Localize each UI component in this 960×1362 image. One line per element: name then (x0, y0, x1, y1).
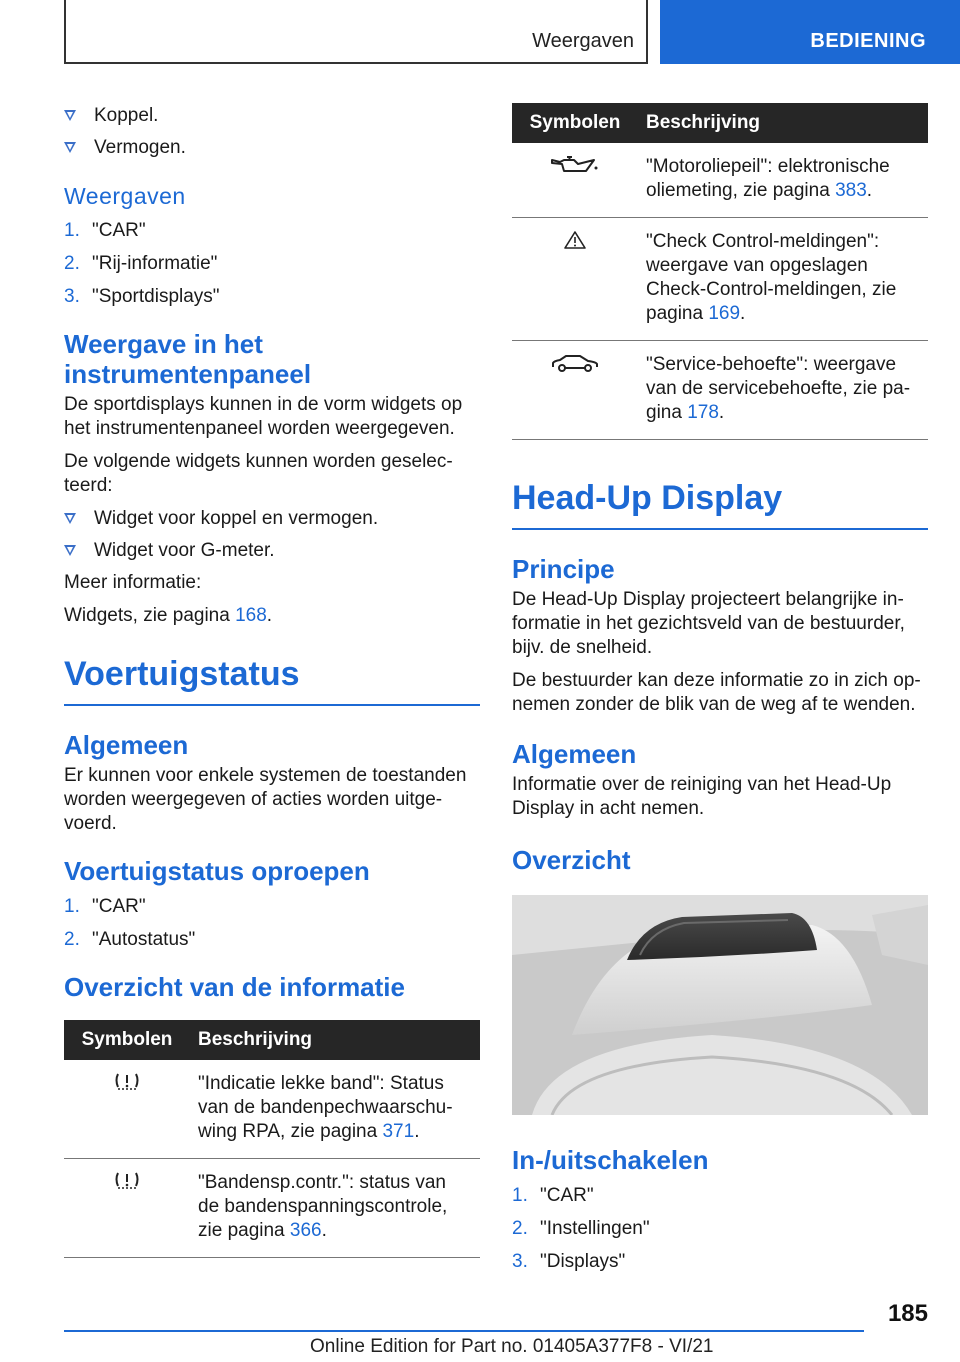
principle-text-1: De Head-Up Display projecteert belangrijke in-formatie in het gezichtsveld van de bestuurder, bijv. de snelheid. (512, 589, 905, 658)
symbol-table (512, 103, 928, 440)
column-header: Symbolen (64, 1020, 190, 1060)
list-item: Widget voor koppel en vermogen. (64, 507, 480, 531)
page-link[interactable]: 371 (382, 1121, 415, 1142)
page-number: 185 (887, 1300, 928, 1327)
list-item: 3 . "Sportdisplays" (64, 285, 480, 309)
list-item: Vermogen. (64, 136, 480, 160)
symbol-table (64, 1020, 480, 1258)
triangle-bullet-icon (64, 110, 76, 121)
head-up-display-photo (512, 895, 928, 1115)
instrument-panel-text: De sportdisplays kunnen in de vorm widgets op het instrumentenpaneel worden weergegeven. (64, 394, 463, 439)
footer-divider (64, 1330, 864, 1332)
widgets-intro-text: De volgende widgets kunnen worden geselec-teerd: (64, 451, 453, 496)
section-header-label: Weergaven (532, 30, 634, 52)
tire-pressure-warning-icon (114, 1072, 140, 1092)
table-header-row (64, 1020, 480, 1060)
oil-can-icon (550, 155, 600, 175)
service-car-icon (550, 353, 600, 373)
page-link[interactable]: 366 (289, 1220, 322, 1241)
triangle-bullet-icon (64, 142, 76, 153)
table-header-row (512, 103, 928, 143)
warning-triangle-icon (563, 230, 587, 250)
list-item: 2 . "Rij-informatie" (64, 252, 480, 276)
page-link[interactable]: 383 (835, 180, 867, 201)
triangle-bullet-icon (64, 513, 76, 524)
list-item: 2 . "Autostatus" (64, 928, 480, 952)
general-heading: Algemeen (512, 739, 637, 769)
list-item: 1 . "CAR" (64, 895, 480, 919)
head-up-display-illustration (512, 895, 928, 1115)
chapter-header-label: BEDIENING (810, 30, 926, 52)
edition-footer: Online Edition for Part no. 01405A377F8 - VI/21 (310, 1336, 714, 1357)
list-item: 3 . "Displays" (512, 1250, 928, 1274)
weergaven-heading: Weergaven (64, 183, 186, 209)
instrument-panel-heading: Weergave in het instrumentenpaneel (64, 329, 312, 389)
column-header: Beschrijving (190, 1020, 480, 1060)
list-item: 1 . "CAR" (64, 219, 480, 243)
principle-heading: Principe (512, 554, 615, 584)
list-item: 1 . "CAR" (512, 1184, 928, 1208)
widgets-reference: Widgets, zie pagina 168. (64, 605, 273, 626)
chapter-header-tab (660, 0, 960, 64)
vehicle-status-heading: Voertuigstatus (64, 654, 480, 706)
principle-text-2: De bestuurder kan deze informatie zo in zich op-nemen zonder de blik van de weg af te wenden. (512, 670, 921, 715)
page-link[interactable]: 178 (687, 402, 719, 423)
column-header: Symbolen (512, 103, 638, 143)
overview-heading: Overzicht (512, 845, 631, 875)
toggle-heading: In-/uitschakelen (512, 1145, 709, 1175)
table-row: "Check Control-meldingen": weergave van opgeslagen Check-Control-meldingen, zie pagina 169. (512, 218, 928, 341)
triangle-bullet-icon (64, 545, 76, 556)
table-row: "Bandensp.contr.": status van de bandenspanningscontrole, zie pagina 366. (64, 1159, 480, 1258)
left-column (64, 96, 480, 1258)
general-heading: Algemeen (64, 730, 189, 760)
list-item: Koppel. (64, 104, 480, 128)
call-status-heading: Voertuigstatus oproepen (64, 856, 370, 886)
head-up-display-heading: Head-Up Display (512, 478, 928, 530)
tire-pressure-warning-icon (114, 1171, 140, 1191)
more-info-label: Meer informatie: (64, 572, 202, 593)
list-item: Widget voor G-meter. (64, 539, 480, 563)
table-row: "Service-behoefte": weergave van de servicebehoefte, zie pa-gina 178. (512, 341, 928, 440)
column-header: Beschrijving (638, 103, 928, 143)
info-overview-heading: Overzicht van de informatie (64, 972, 405, 1002)
page-link[interactable]: 169 (708, 303, 741, 324)
table-row: "Indicatie lekke band": Status van de bandenpechwaarschu-wing RPA, zie pagina 371. (64, 1060, 480, 1159)
page-link[interactable]: 168 (235, 605, 267, 626)
list-item: 2 . "Instellingen" (512, 1217, 928, 1241)
table-row: "Motoroliepeil": elektronische oliemeting, zie pagina 383. (512, 143, 928, 218)
section-header-tab (64, 0, 648, 64)
right-column (512, 103, 928, 1283)
general-text: Informatie over de reiniging van het Head-Up Display in acht nemen. (512, 774, 892, 819)
general-text: Er kunnen voor enkele systemen de toestanden worden weergegeven of acties worden uitge-voerd. (64, 765, 467, 834)
